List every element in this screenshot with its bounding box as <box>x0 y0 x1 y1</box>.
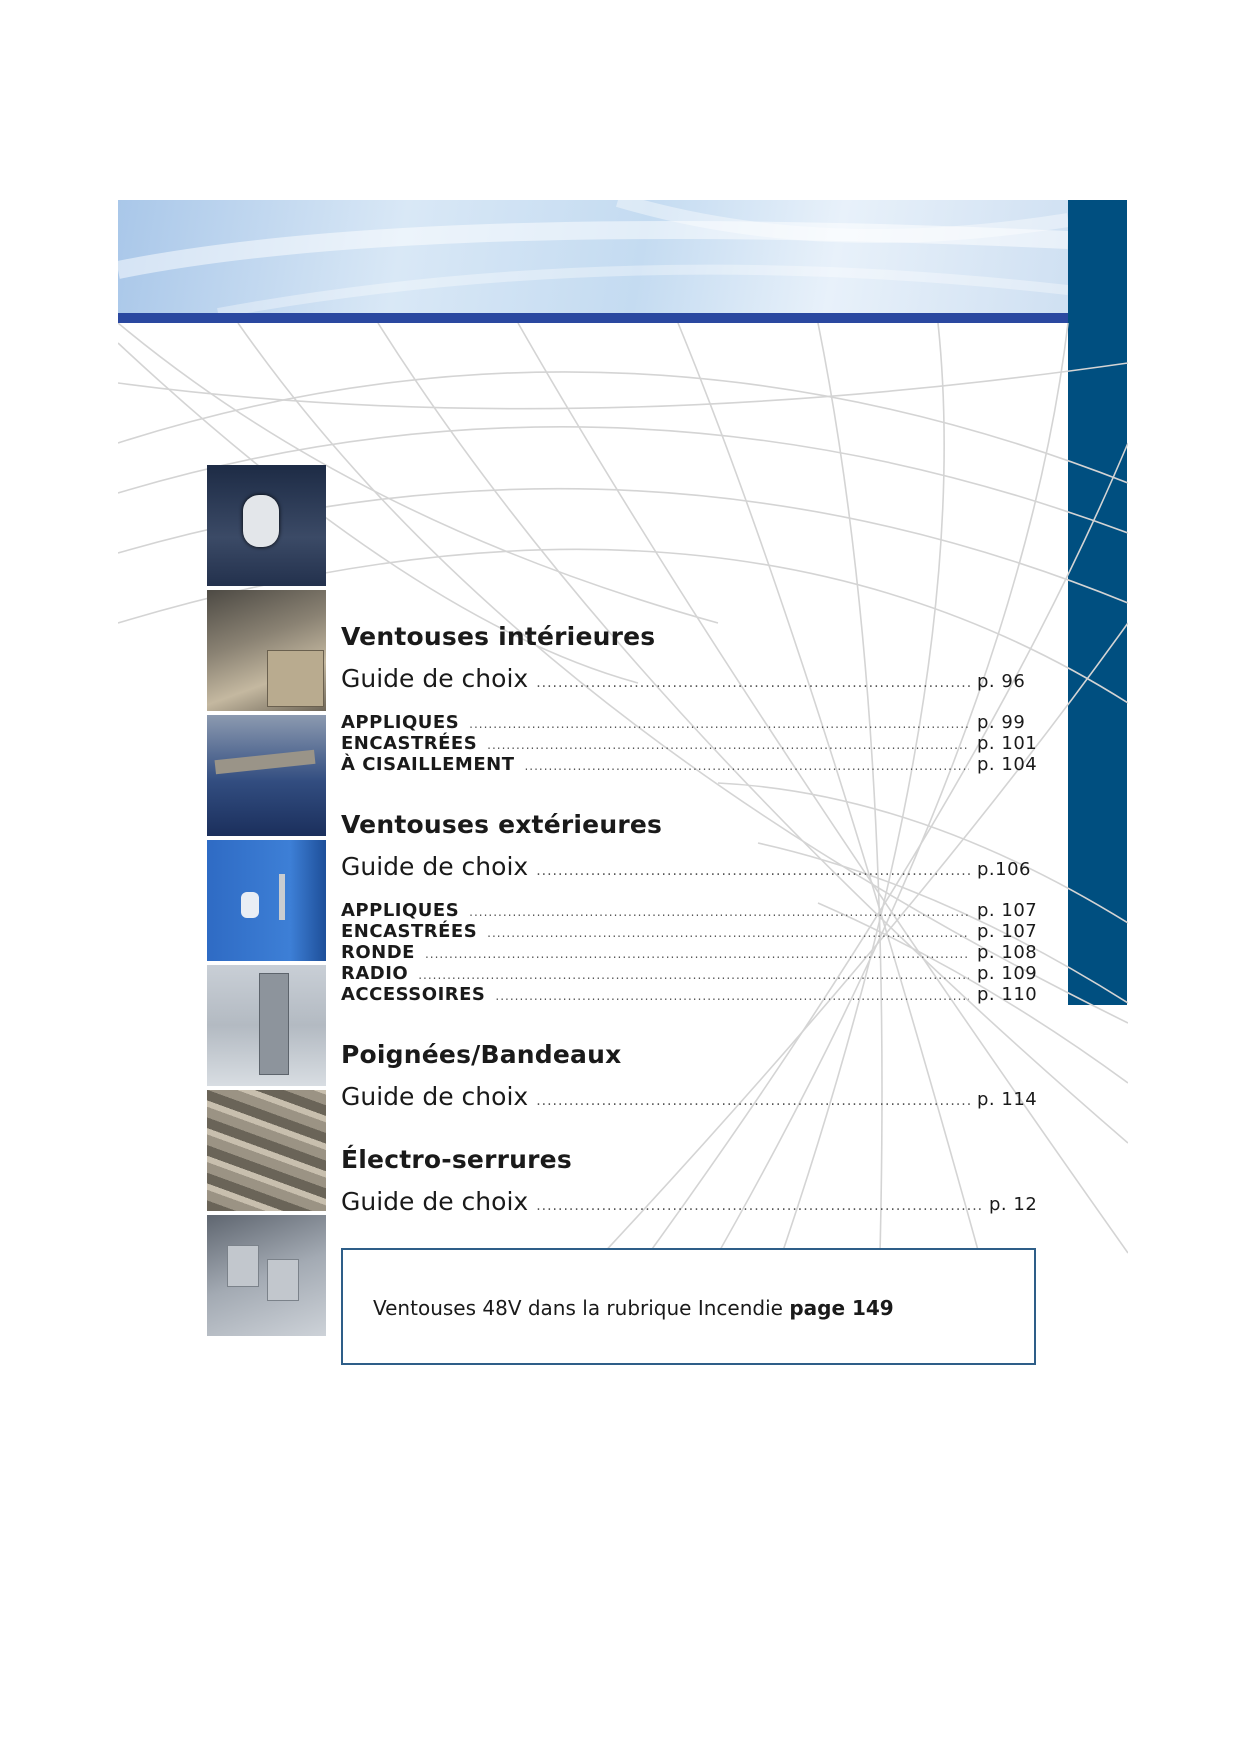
toc-entry-label: APPLIQUES <box>341 900 460 921</box>
leader-dots <box>487 926 969 940</box>
toc-entry-page: p. 96 <box>977 671 1026 692</box>
toc-entry-page: p. 108 <box>977 942 1038 963</box>
toc-entry-page: p. 107 <box>977 921 1038 942</box>
leader-dots <box>487 738 969 752</box>
leader-dots <box>536 863 971 879</box>
toc-entry-guide-exterieures[interactable] <box>341 852 1039 881</box>
leader-dots <box>536 675 971 691</box>
toc-entry-label: ACCESSOIRES <box>341 984 486 1005</box>
note-text: Ventouses 48V dans la rubrique Incendie <box>373 1296 790 1320</box>
leader-dots <box>536 1198 983 1214</box>
toc-entry-encastrees-exterieures[interactable] <box>341 921 1039 942</box>
toc-entry-cisaillement[interactable] <box>341 754 1039 775</box>
toc-entry-label: Guide de choix <box>341 664 529 693</box>
toc-entry-accessoires[interactable] <box>341 984 1039 1005</box>
door-closer-photo <box>207 715 326 836</box>
section-title-ventouses-exterieures: Ventouses extérieures <box>341 810 663 839</box>
toc-entry-label: RADIO <box>341 963 409 984</box>
incendie-note-box <box>341 1248 1036 1365</box>
toc-entry-appliques-interieures[interactable] <box>341 712 1039 733</box>
toc-entry-guide-poignees[interactable] <box>341 1082 1039 1111</box>
server-room-photo <box>207 590 326 711</box>
blue-door-keypad-photo <box>207 840 326 961</box>
leader-dots <box>536 1093 971 1109</box>
toc-entry-page: p.106 <box>977 859 1032 880</box>
electrical-boxes-photo <box>207 1215 326 1336</box>
leader-dots <box>469 905 969 919</box>
toc-entry-appliques-exterieures[interactable] <box>341 900 1039 921</box>
toc-entry-label: APPLIQUES <box>341 712 460 733</box>
toc-entry-page: p. 110 <box>977 984 1038 1005</box>
leader-dots <box>425 947 969 961</box>
header-stripe <box>118 313 1068 323</box>
toc-entry-label: À CISAILLEMENT <box>341 754 515 775</box>
toc-entry-guide-electro-serrures[interactable] <box>341 1187 1039 1216</box>
keypad-on-door-photo <box>207 465 326 586</box>
toc-entry-page: p. 101 <box>977 733 1038 754</box>
section-title-ventouses-interieures: Ventouses intérieures <box>341 622 656 651</box>
toc-entry-ronde[interactable] <box>341 942 1039 963</box>
production-line-photo <box>207 1090 326 1211</box>
toc-entry-label: Guide de choix <box>341 852 529 881</box>
toc-entry-page: p. 107 <box>977 900 1038 921</box>
toc-entry-encastrees-interieures[interactable] <box>341 733 1039 754</box>
toc-entry-label: Guide de choix <box>341 1082 529 1111</box>
section-title-poignees-bandeaux: Poignées/Bandeaux <box>341 1040 622 1069</box>
toc-entry-label: RONDE <box>341 942 415 963</box>
header-banner <box>118 200 1068 313</box>
leader-dots <box>418 968 969 982</box>
steel-keypad-photo <box>207 965 326 1086</box>
toc-entry-page: p. 12 <box>989 1194 1038 1215</box>
toc-entry-label: ENCASTRÉES <box>341 733 478 754</box>
toc-entry-page: p. 114 <box>977 1089 1038 1110</box>
toc-entry-guide-interieures[interactable] <box>341 664 1039 693</box>
section-title-electro-serrures: Électro-serrures <box>341 1145 572 1174</box>
leader-dots <box>524 759 969 773</box>
toc-entry-radio[interactable] <box>341 963 1039 984</box>
toc-entry-label: ENCASTRÉES <box>341 921 478 942</box>
leader-dots <box>495 989 969 1003</box>
note-page-reference[interactable]: page 149 <box>789 1296 894 1320</box>
toc-entry-page: p. 109 <box>977 963 1038 984</box>
incendie-note-text <box>373 1296 894 1320</box>
toc-entry-label: Guide de choix <box>341 1187 529 1216</box>
toc-entry-page: p. 99 <box>977 712 1026 733</box>
photo-strip <box>207 465 326 1340</box>
leader-dots <box>469 717 969 731</box>
toc-entry-page: p. 104 <box>977 754 1038 775</box>
